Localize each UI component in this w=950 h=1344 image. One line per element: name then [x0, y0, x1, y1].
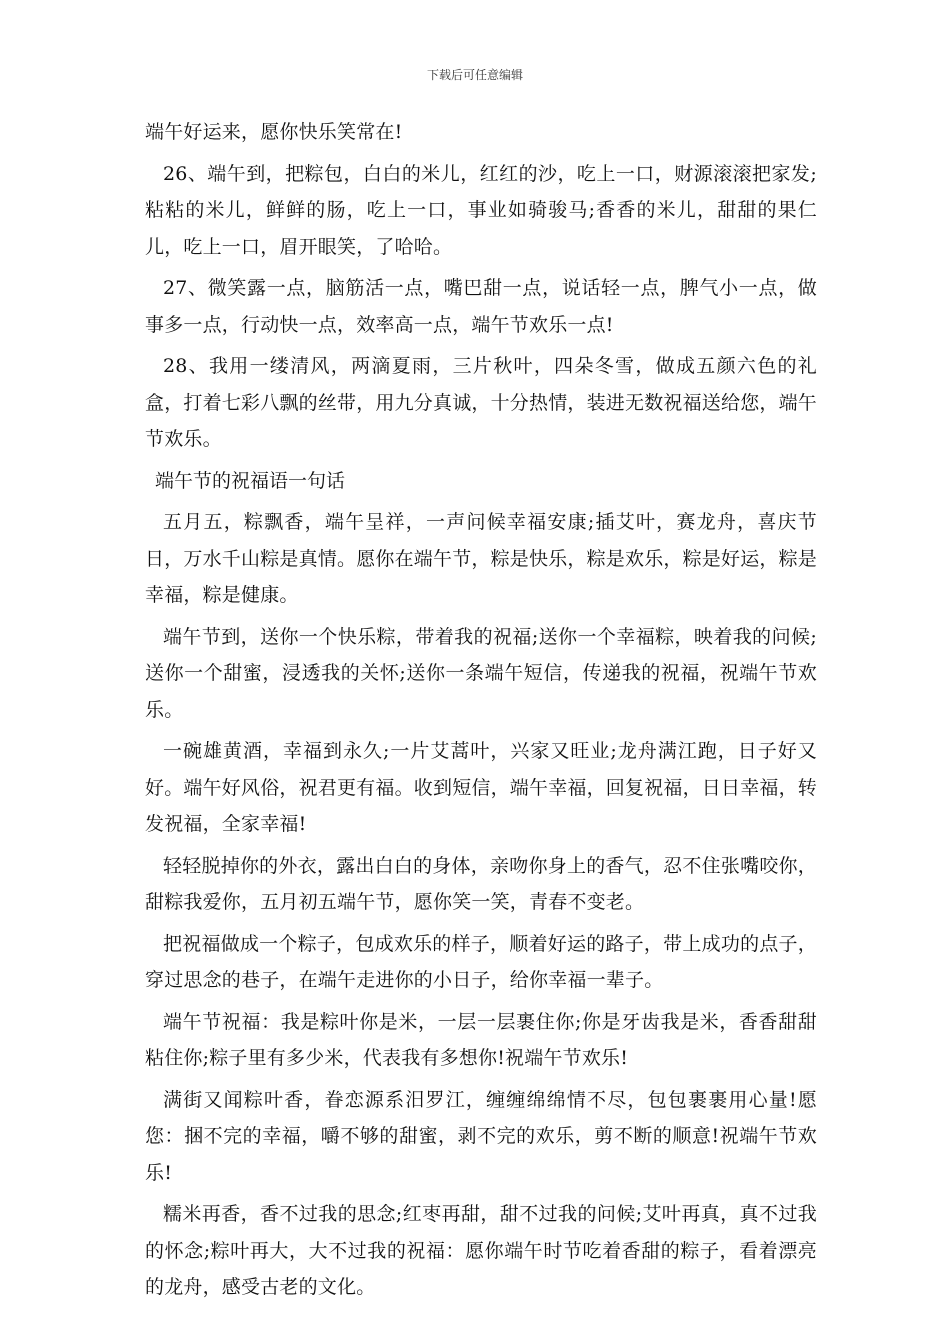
paragraph: 端午节到，送你一个快乐粽，带着我的祝福;送你一个幸福粽，映着我的问候;送你一个甜蜜，浸透我的关怀;送你一条端午短信，传递我的祝福，祝端午节欢乐。: [145, 625, 817, 721]
page-header: 下载后可任意编辑: [426, 68, 523, 82]
paragraph: 轻轻脱掉你的外衣，露出白白的身体，亲吻你身上的香气，忍不住张嘴咬你，甜粽我爱你，五月初五端午节，愿你笑一笑，青春不变老。: [145, 854, 817, 913]
paragraph: 满街又闻粽叶香，眷恋源系汨罗江，缠缠绵绵情不尽，包包裹裹用心量!愿您：捆不完的幸福，嚼不够的甜蜜，剥不完的欢乐，剪不断的顺意!祝端午节欢乐!: [145, 1088, 817, 1184]
paragraph: 端午好运来，愿你快乐笑常在!: [145, 121, 403, 143]
paragraph: 26、端午到，把粽包，白白的米儿，红红的沙，吃上一口，财源滚滚把家发;粘粘的米儿，鲜鲜的肠，吃上一口，事业如骑骏马;香香的米儿，甜甜的果仁儿，吃上一口，眉开眼笑，了哈哈。: [145, 162, 817, 258]
paragraph: 糯米再香，香不过我的思念;红枣再甜，甜不过我的问候;艾叶再真，真不过我的怀念;粽叶再大，大不过我的祝福：愿你端午时节吃着香甜的粽子，看着漂亮的龙舟，感受古老的文化。: [145, 1203, 817, 1298]
paragraph: 28、我用一缕清风，两滴夏雨，三片秋叶，四朵冬雪，做成五颜六色的礼盒，打着七彩八飘的丝带，用九分真诚，十分热情，装进无数祝福送给您，端午节欢乐。: [145, 355, 818, 450]
paragraph: 把祝福做成一个粽子，包成欢乐的样子，顺着好运的路子，带上成功的点子，穿过思念的巷子，在端午走进你的小日子，给你幸福一辈子。: [145, 932, 817, 991]
section-heading: 端午节的祝福语一句话: [155, 469, 346, 492]
paragraph: 一碗雄黄酒，幸福到永久;一片艾蒿叶，兴家又旺业;龙舟满江跑，日子好又好。端午好风俗，祝君更有福。收到短信，端午幸福，回复祝福，日日幸福，转发祝福，全家幸福!: [145, 740, 818, 835]
paragraph: 27、微笑露一点，脑筋活一点，嘴巴甜一点，说话轻一点，脾气小一点，做事多一点，行动快一点，效率高一点，端午节欢乐一点!: [145, 277, 817, 336]
paragraph: 五月五，粽飘香，端午呈祥，一声问候幸福安康;插艾叶，赛龙舟，喜庆节日，万水千山粽是真情。愿你在端午节，粽是快乐，粽是欢乐，粽是好运，粽是幸福，粽是健康。: [145, 511, 818, 606]
document-body: [145, 114, 817, 1311]
paragraph: 端午节祝福：我是粽叶你是米，一层一层裹住你;你是牙齿我是米，香香甜甜粘住你;粽子里有多少米，代表我有多想你!祝端午节欢乐!: [145, 1010, 817, 1069]
